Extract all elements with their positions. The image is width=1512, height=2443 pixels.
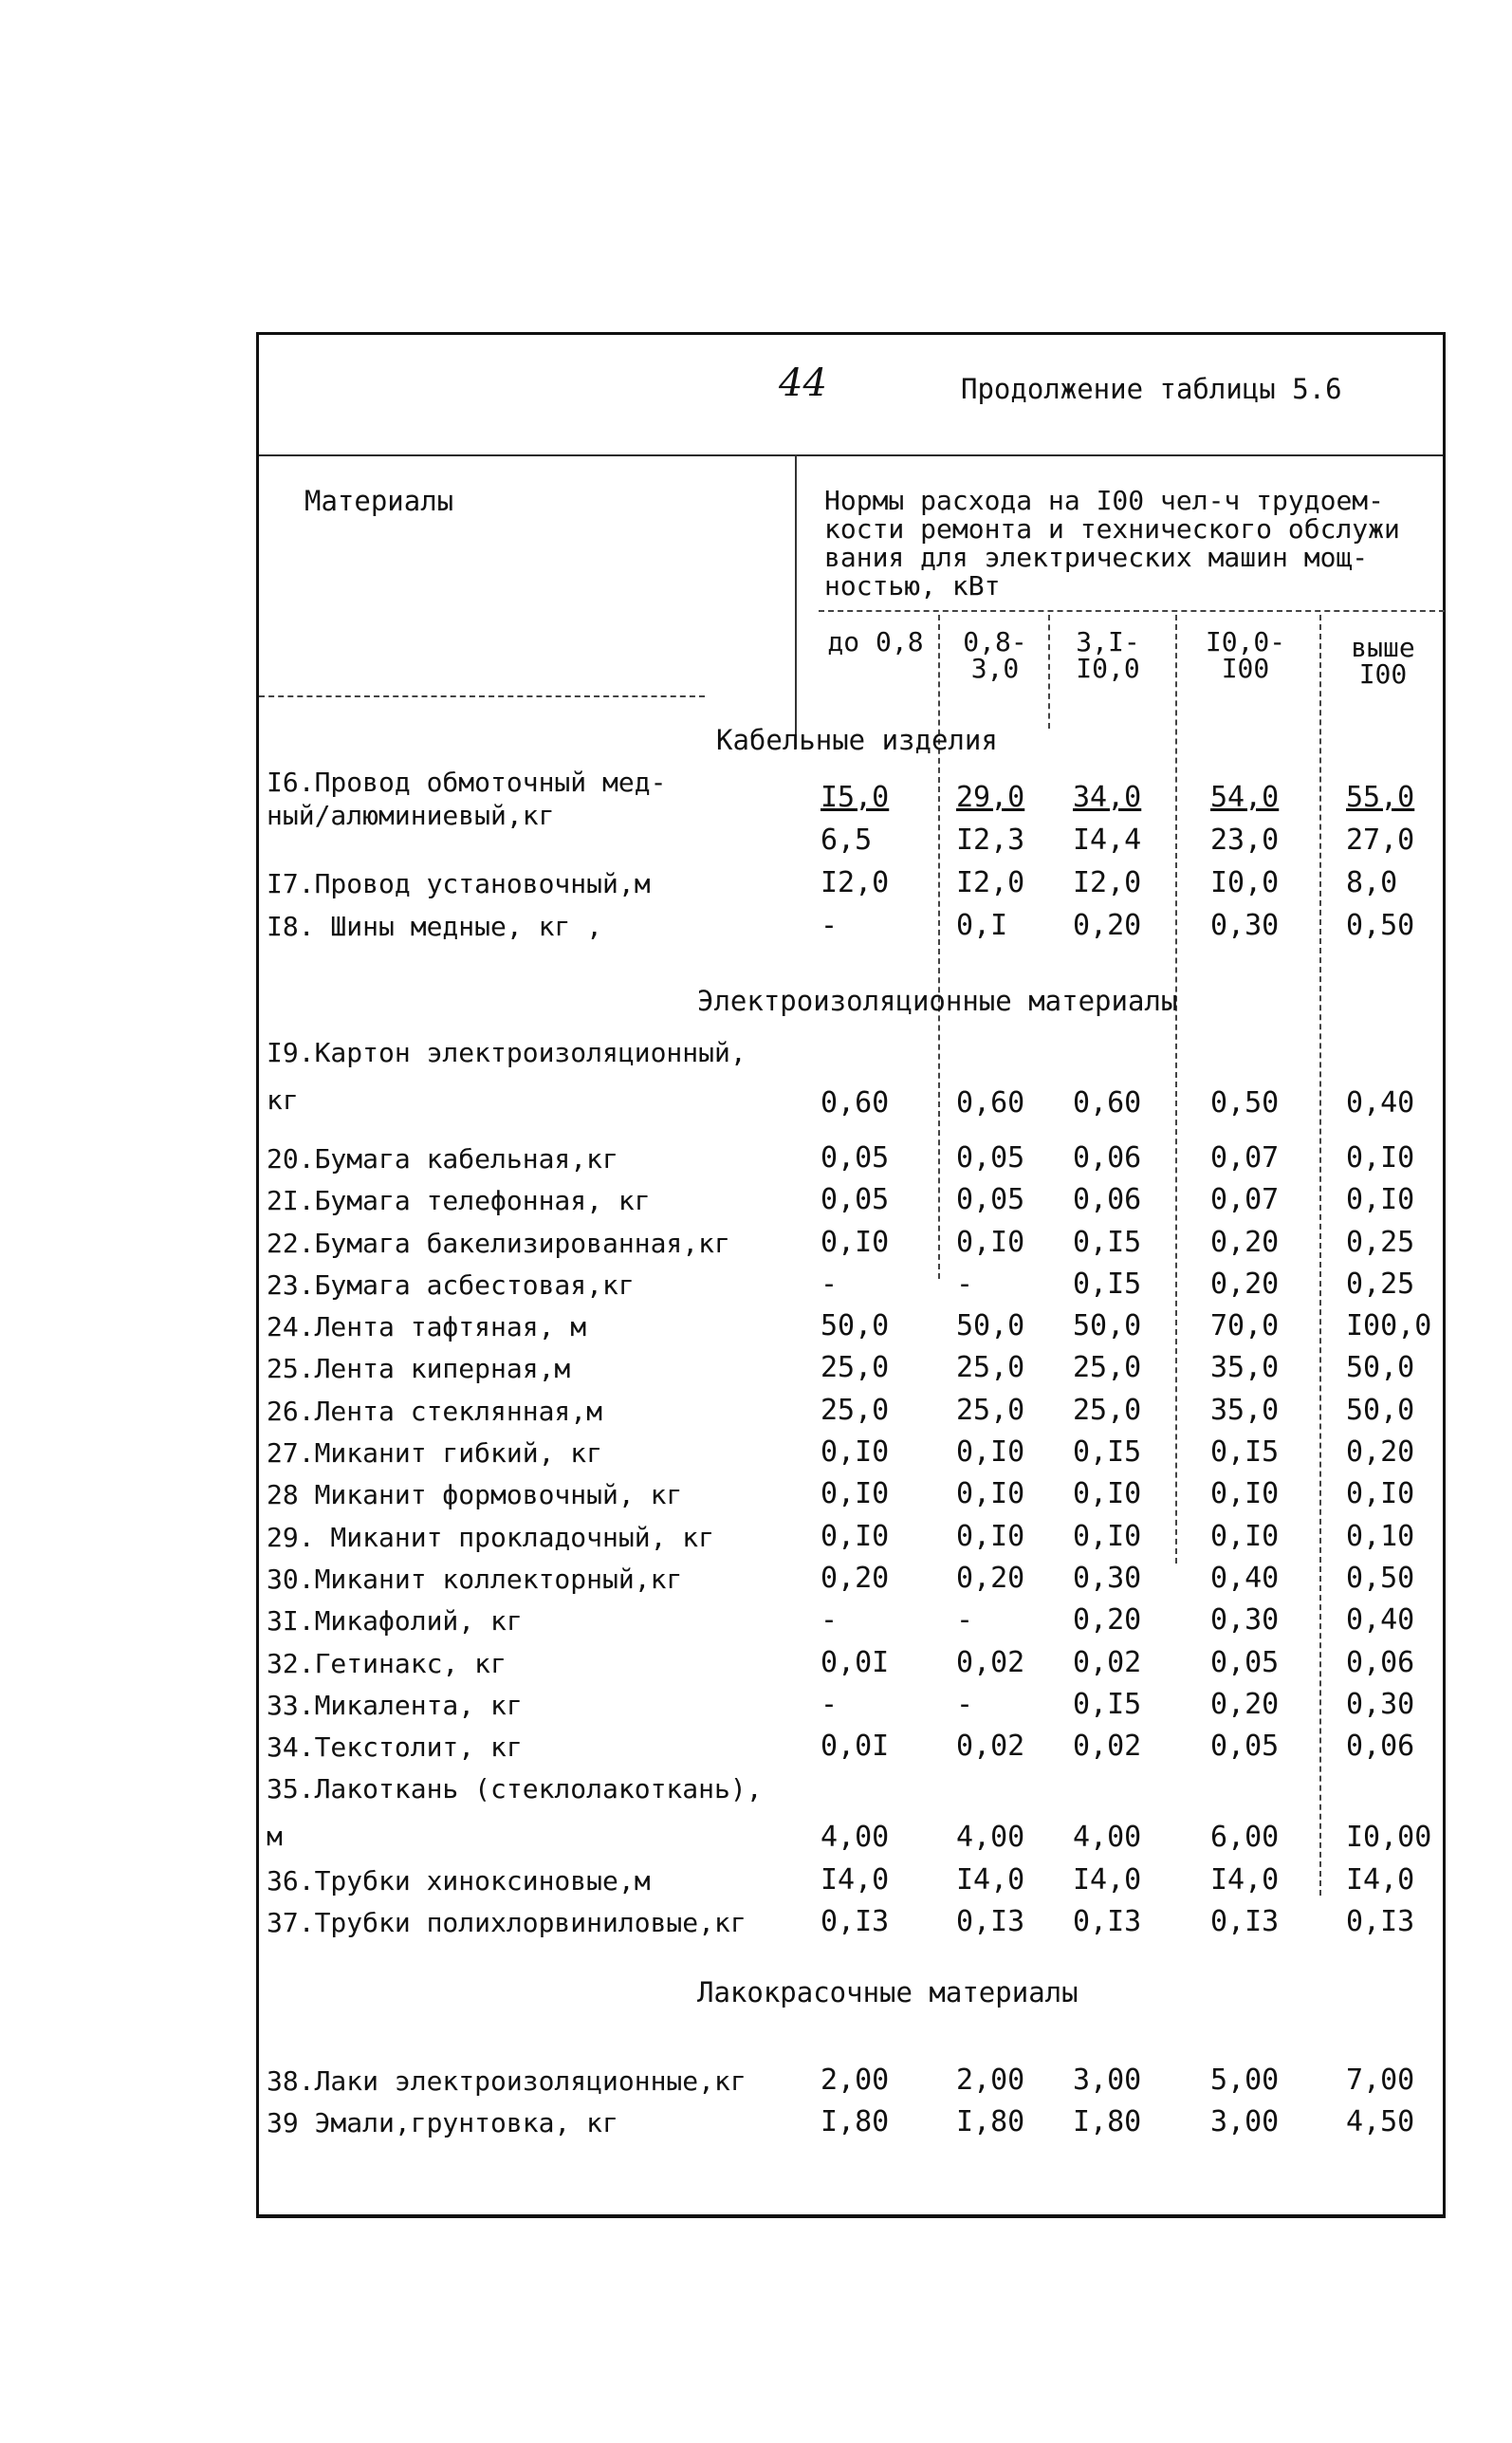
cell: - <box>956 1603 974 1637</box>
cell: 35,0 <box>1210 1394 1280 1427</box>
cell: 0,I3 <box>1210 1905 1280 1938</box>
row-name: I8. Шины медные, кг , <box>267 911 603 942</box>
cell: 0,I0 <box>1346 1141 1415 1175</box>
cell: 0,I0 <box>1346 1183 1415 1216</box>
row-name: 27.Миканит гибкий, кг <box>267 1437 603 1469</box>
cell: 25,0 <box>956 1394 1025 1427</box>
table-frame <box>256 332 1446 2218</box>
cell: 0,60 <box>821 1086 890 1120</box>
norm-header: Нормы расхода на I00 чел-ч трудоем- кости ремонта и технического обслужи вания для электрических машин мощ- ностью, кВт <box>824 485 1400 601</box>
cell: 4,00 <box>821 1821 890 1854</box>
cell: I2,3 <box>956 824 1025 857</box>
row-name: 39 Эмали,грунтовка, кг <box>267 2107 618 2138</box>
cell: 0,20 <box>956 1562 1025 1595</box>
cell: - <box>821 1688 839 1721</box>
cell: 0,05 <box>821 1183 890 1216</box>
cell: 0,07 <box>1210 1141 1280 1175</box>
cell: 27,0 <box>1346 824 1415 857</box>
cell: 0,20 <box>1210 1268 1280 1301</box>
cell: 6,5 <box>821 824 873 857</box>
cell: 0,40 <box>1346 1086 1415 1120</box>
cell: 0,60 <box>1073 1086 1142 1120</box>
cell: 0,06 <box>1073 1141 1142 1175</box>
cell: - <box>821 909 839 942</box>
cell: 0,10 <box>1346 1520 1415 1553</box>
cell: 0,I5 <box>1073 1268 1142 1301</box>
cell: 50,0 <box>1073 1309 1142 1342</box>
col-divider-5 <box>1319 615 1321 1896</box>
cell: I4,0 <box>1210 1863 1280 1897</box>
row-name: 37.Трубки полихлорвиниловые,кг <box>267 1907 747 1938</box>
cell: 8,0 <box>1346 866 1398 899</box>
row-name: I6.Провод обмоточный мед- <box>267 767 667 798</box>
cell: 0,50 <box>1346 1562 1415 1595</box>
col-divider-3 <box>1048 615 1050 729</box>
cell: 25,0 <box>956 1351 1025 1384</box>
materials-header: Материалы <box>304 485 454 517</box>
cell: 0,I5 <box>1210 1435 1280 1469</box>
cell: 0,0I <box>821 1646 890 1679</box>
cell: 0,I0 <box>956 1226 1025 1259</box>
cell: 0,I0 <box>1346 1477 1415 1510</box>
cell: 0,20 <box>1210 1688 1280 1721</box>
cell: 4,50 <box>1346 2105 1415 2138</box>
cell: 0,07 <box>1210 1183 1280 1216</box>
cell: 0,I3 <box>956 1905 1025 1938</box>
cell: 3,00 <box>1210 2105 1280 2138</box>
header-rule <box>259 454 1443 456</box>
col-header-2: 0,8- 3,0 <box>963 626 1027 684</box>
cell: 0,30 <box>1210 909 1280 942</box>
row-name-cont: м <box>267 1821 283 1852</box>
cell: 0,20 <box>1073 1603 1142 1637</box>
row-name: 29. Миканит прокладочный, кг <box>267 1522 715 1553</box>
row-name: 35.Лакоткань (стеклолакоткань), <box>267 1773 763 1804</box>
cell: 0,05 <box>1210 1730 1280 1763</box>
cell: 0,05 <box>821 1141 890 1175</box>
cell: 0,05 <box>956 1183 1025 1216</box>
cell: 50,0 <box>1346 1351 1415 1384</box>
header-divider <box>795 454 797 749</box>
cell: 0,0I <box>821 1730 890 1763</box>
cell: 0,I3 <box>1073 1905 1142 1938</box>
cell: 0,50 <box>1210 1086 1280 1120</box>
cell: 0,02 <box>956 1730 1025 1763</box>
cell: I,80 <box>956 2105 1025 2138</box>
table-continuation-title: Продолжение таблицы 5.6 <box>961 373 1342 405</box>
cell: 2,00 <box>821 2064 890 2097</box>
cell: 0,20 <box>1346 1435 1415 1469</box>
row-name: 25.Лента киперная,м <box>267 1353 571 1384</box>
cell: 4,00 <box>1073 1821 1142 1854</box>
row-name: 28 Миканит формовочный, кг <box>267 1479 683 1510</box>
cell: 0,I0 <box>1210 1477 1280 1510</box>
cell: 0,30 <box>1210 1603 1280 1637</box>
cell: 0,06 <box>1346 1730 1415 1763</box>
cell: 0,25 <box>1346 1226 1415 1259</box>
cell: 0,40 <box>1210 1562 1280 1595</box>
cell: I4,0 <box>1346 1863 1415 1897</box>
row-name: I9.Картон электроизоляционный, <box>267 1037 747 1068</box>
cell: 0,I5 <box>1073 1226 1142 1259</box>
cell: 23,0 <box>1210 824 1280 857</box>
cell: 0,I5 <box>1073 1435 1142 1469</box>
cell: 25,0 <box>821 1351 890 1384</box>
cell: 0,60 <box>956 1086 1025 1120</box>
cell: 50,0 <box>956 1309 1025 1342</box>
cell: I,80 <box>821 2105 890 2138</box>
col-divider-2 <box>938 615 940 1279</box>
cell: 55,0 <box>1346 781 1415 814</box>
cell: 0,20 <box>1073 909 1142 942</box>
cell: I4,0 <box>1073 1863 1142 1897</box>
section-cable: Кабельные изделия <box>716 724 998 756</box>
cell: 0,I3 <box>821 1905 890 1938</box>
cell: 0,06 <box>1346 1646 1415 1679</box>
cell: - <box>821 1268 839 1301</box>
cell: I00,0 <box>1346 1309 1432 1342</box>
cell: 4,00 <box>956 1821 1025 1854</box>
row-name: 20.Бумага кабельная,кг <box>267 1143 618 1175</box>
cell: 0,40 <box>1346 1603 1415 1637</box>
row-name: 38.Лаки электроизоляционные,кг <box>267 2065 747 2097</box>
cell: 25,0 <box>1073 1394 1142 1427</box>
cell: 0,I0 <box>821 1477 890 1510</box>
cell: - <box>821 1603 839 1637</box>
cell: 54,0 <box>1210 781 1280 814</box>
cell: I4,0 <box>956 1863 1025 1897</box>
cell: 0,02 <box>956 1646 1025 1679</box>
cell: 0,I0 <box>1073 1520 1142 1553</box>
materials-underline <box>259 695 705 697</box>
row-name: 32.Гетинакс, кг <box>267 1648 507 1679</box>
col-divider-4 <box>1175 615 1177 1564</box>
cell: 5,00 <box>1210 2064 1280 2097</box>
cell: I4,4 <box>1073 824 1142 857</box>
cell: 25,0 <box>821 1394 890 1427</box>
cell: 0,I0 <box>821 1226 890 1259</box>
cell: 29,0 <box>956 781 1025 814</box>
cell: 0,I <box>956 909 1008 942</box>
cell: 50,0 <box>821 1309 890 1342</box>
cell: I2,0 <box>956 866 1025 899</box>
cell: 2,00 <box>956 2064 1025 2097</box>
cell: I2,0 <box>1073 866 1142 899</box>
cell: 0,I0 <box>956 1477 1025 1510</box>
cell: 7,00 <box>1346 2064 1415 2097</box>
subheader-rule <box>819 610 1445 612</box>
cell: 50,0 <box>1346 1394 1415 1427</box>
cell: 35,0 <box>1210 1351 1280 1384</box>
col-header-1: до 0,8 <box>827 626 924 657</box>
row-name: 26.Лента стеклянная,м <box>267 1396 603 1427</box>
cell: I5,0 <box>821 781 890 814</box>
cell: 0,06 <box>1073 1183 1142 1216</box>
cell: 0,I0 <box>821 1520 890 1553</box>
page-number: 44 <box>779 361 827 405</box>
cell: 0,05 <box>956 1141 1025 1175</box>
row-name: 34.Текстолит, кг <box>267 1731 523 1763</box>
cell: 34,0 <box>1073 781 1142 814</box>
cell: 0,I0 <box>1210 1520 1280 1553</box>
row-name-cont: кг <box>267 1084 299 1116</box>
row-name: 36.Трубки хиноксиновые,м <box>267 1865 651 1897</box>
cell: 0,50 <box>1346 909 1415 942</box>
col-header-3: 3,I- I0,0 <box>1076 626 1140 684</box>
cell: 0,I0 <box>1073 1477 1142 1510</box>
cell: 6,00 <box>1210 1821 1280 1854</box>
cell: 0,02 <box>1073 1646 1142 1679</box>
row-name: 3I.Микафолий, кг <box>267 1605 523 1637</box>
cell: 0,I0 <box>956 1435 1025 1469</box>
cell: I,80 <box>1073 2105 1142 2138</box>
cell: 0,20 <box>1210 1226 1280 1259</box>
cell: I0,00 <box>1346 1821 1432 1854</box>
row-name-cont: ный/алюминиевый,кг <box>267 800 555 831</box>
section-insulation: Электроизоляционные материалы <box>697 985 1178 1017</box>
cell: - <box>956 1268 974 1301</box>
col-header-4: I0,0- I00 <box>1205 626 1286 684</box>
cell: I2,0 <box>821 866 890 899</box>
row-name: I7.Провод установочный,м <box>267 868 651 899</box>
cell: - <box>956 1688 974 1721</box>
cell: 0,02 <box>1073 1730 1142 1763</box>
row-name: 23.Бумага асбестовая,кг <box>267 1269 635 1301</box>
section-paint: Лакокрасочные материалы <box>697 1976 1079 2008</box>
cell: 70,0 <box>1210 1309 1280 1342</box>
cell: 0,30 <box>1346 1688 1415 1721</box>
col-header-5: выше I00 <box>1351 632 1415 690</box>
row-name: 30.Миканит коллекторный,кг <box>267 1564 683 1595</box>
cell: 0,I0 <box>956 1520 1025 1553</box>
cell: 0,05 <box>1210 1646 1280 1679</box>
row-name: 22.Бумага бакелизированная,кг <box>267 1228 730 1259</box>
cell: 0,25 <box>1346 1268 1415 1301</box>
row-name: 24.Лента тафтяная, м <box>267 1311 587 1342</box>
cell: 0,20 <box>821 1562 890 1595</box>
cell: I0,0 <box>1210 866 1280 899</box>
cell: 0,I5 <box>1073 1688 1142 1721</box>
cell: 0,I3 <box>1346 1905 1415 1938</box>
cell: 0,I0 <box>821 1435 890 1469</box>
cell: 0,30 <box>1073 1562 1142 1595</box>
row-name: 2I.Бумага телефонная, кг <box>267 1185 651 1216</box>
cell: I4,0 <box>821 1863 890 1897</box>
row-name: 33.Микалента, кг <box>267 1690 523 1721</box>
cell: 25,0 <box>1073 1351 1142 1384</box>
cell: 3,00 <box>1073 2064 1142 2097</box>
